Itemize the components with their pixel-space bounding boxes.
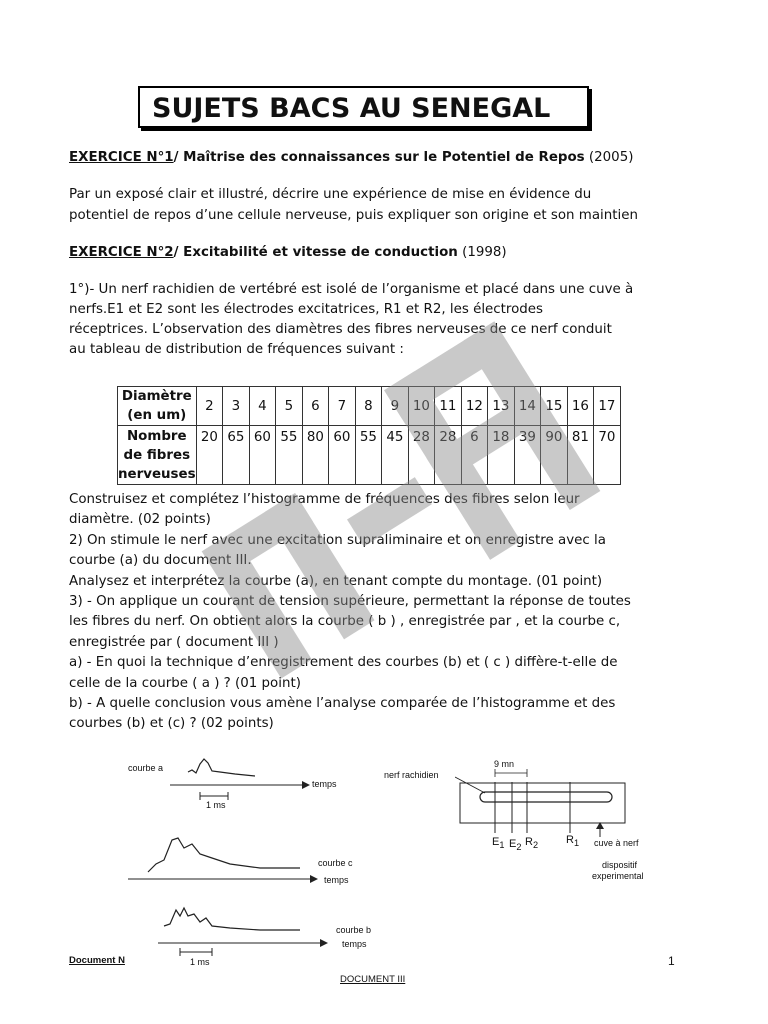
frequency-table xyxy=(117,386,621,485)
header-count-line3: nerveuses xyxy=(118,466,196,482)
question-line-4: courbe (a) du document III. xyxy=(69,553,252,568)
table-cell: 45 xyxy=(382,426,409,485)
nerve-cuvette xyxy=(460,783,625,823)
table-cell: 5 xyxy=(276,387,303,426)
header-count-line2: de fibres xyxy=(123,447,191,463)
table-cell: 4 xyxy=(249,387,276,426)
table-cell: 9 xyxy=(382,387,409,426)
question-line-7: les fibres du nerf. On obtient alors la courbe ( b ) , enregistrée par , et la courbe c, xyxy=(69,614,621,629)
question-line-10: celle de la courbe ( a ) ? (01 point) xyxy=(69,676,301,691)
table-cell: 55 xyxy=(276,426,303,485)
scale-label-1: 1 ms xyxy=(206,800,226,810)
table-cell: 80 xyxy=(302,426,329,485)
exercise2-sep: / xyxy=(173,245,184,260)
table-cell: 20 xyxy=(196,426,223,485)
e2-label: $E_2$ xyxy=(509,838,522,853)
exercise2-year: (1998) xyxy=(457,245,507,260)
exercise1-year: (2005) xyxy=(584,150,634,165)
table-cell: 8 xyxy=(355,387,382,426)
cuve-label: cuve à nerf xyxy=(594,838,639,848)
table-cell: 6 xyxy=(302,387,329,426)
table-cell: 14 xyxy=(514,387,541,426)
question-line-12: courbes (b) et (c) ? (02 points) xyxy=(69,716,274,731)
header-count-line1: Nombre xyxy=(126,428,187,444)
exercise1-sep: / xyxy=(173,150,184,165)
question-line-9: a) - En quoi la technique d’enregistrement des courbes (b) et ( c ) diffère-t-elle de xyxy=(69,655,618,670)
courbe-a-trace xyxy=(188,759,255,776)
table-cell: 18 xyxy=(488,426,515,485)
intro-line-4: au tableau de distribution de fréquences suivant : xyxy=(69,342,404,357)
question-line-2: diamètre. (02 points) xyxy=(69,512,211,527)
table-header-count xyxy=(118,426,197,485)
header-diameter-line2: (en um) xyxy=(127,408,187,423)
e1-label: $E_1$ xyxy=(492,836,505,851)
table-row-diameter xyxy=(118,387,621,426)
header-diameter-line1: Diamètre xyxy=(121,389,192,404)
table-cell: 10 xyxy=(408,387,435,426)
document-footer-label: Document N xyxy=(69,955,125,966)
table-cell: 90 xyxy=(541,426,568,485)
table-cell: 55 xyxy=(355,426,382,485)
question-line-8: enregistrée par ( document III ) xyxy=(69,635,279,650)
exercise2-title: Excitabilité et vitesse de conduction xyxy=(183,245,458,260)
intro-line-1: 1°)- Un nerf rachidien de vertébré est isolé de l’organisme et placé dans une cuve à xyxy=(69,282,634,297)
table-cell: 39 xyxy=(514,426,541,485)
r1-label: $R_1$ xyxy=(566,834,580,849)
time-axis-a-arrow xyxy=(302,781,310,789)
exercise1-title: Maîtrise des connaissances sur le Potentiel de Repos xyxy=(183,150,585,165)
time-axis-c-arrow xyxy=(310,875,318,883)
table-cell: 12 xyxy=(461,387,488,426)
nerf-label: nerf rachidien xyxy=(384,770,439,780)
dispositif-label-1: dispositif xyxy=(602,860,638,870)
table-cell: 28 xyxy=(435,426,462,485)
dispositif-label-2: experimental xyxy=(592,871,644,881)
courbe-b-trace xyxy=(164,908,300,930)
table-cell: 60 xyxy=(249,426,276,485)
table-cell: 17 xyxy=(594,387,621,426)
exercise1-label: EXERCICE N°1 xyxy=(69,150,174,165)
question-line-3: 2) On stimule le nerf avec une excitation supraliminaire et on enregistre avec la xyxy=(69,533,606,548)
temps-label-3: temps xyxy=(342,939,367,949)
table-cell: 7 xyxy=(329,387,356,426)
temps-label-2: temps xyxy=(324,875,349,885)
courbe-c-trace xyxy=(148,838,300,872)
table-cell: 11 xyxy=(435,387,462,426)
table-cell: 13 xyxy=(488,387,515,426)
page-number: 1 xyxy=(668,954,675,968)
courbe-c-label: courbe c xyxy=(318,858,353,868)
question-line-5: Analysez et interprétez la courbe (a), en tenant compte du montage. (01 point) xyxy=(69,574,603,589)
table-cell: 81 xyxy=(567,426,594,485)
exercise1-heading xyxy=(69,148,709,168)
temps-label-1: temps xyxy=(312,779,337,789)
question-line-1: Construisez et complétez l’histogramme de fréquences des fibres selon leur xyxy=(69,492,580,507)
exercise2-label: EXERCICE N°2 xyxy=(69,245,174,260)
time-axis-b-arrow xyxy=(320,939,328,947)
device-figure xyxy=(455,755,655,853)
table-cell: 16 xyxy=(567,387,594,426)
table-cell: 28 xyxy=(408,426,435,485)
exercise1-line-1: Par un exposé clair et illustré, décrire une expérience de mise en évidence du xyxy=(69,187,592,202)
table-cell: 65 xyxy=(223,426,250,485)
table-row-count xyxy=(118,426,621,485)
intro-line-3: réceptrices. L’observation des diamètres des fibres nerveuses de ce nerf conduit xyxy=(69,322,612,337)
document-caption: DOCUMENT III xyxy=(340,974,406,985)
table-cell: 2 xyxy=(196,387,223,426)
question-line-11: b) - A quelle conclusion vous amène l’analyse comparée de l’histogramme et des xyxy=(69,696,616,711)
table-cell: 60 xyxy=(329,426,356,485)
question-line-6: 3) - On applique un courant de tension supérieure, permettant la réponse de toutes xyxy=(69,594,631,609)
table-cell: 3 xyxy=(223,387,250,426)
table-cell: 70 xyxy=(594,426,621,485)
scale-label-2: 1 ms xyxy=(190,957,210,967)
r2-label: $R_2$ xyxy=(525,836,539,851)
distance-label: 9 mn xyxy=(494,759,515,769)
table-cell: 6 xyxy=(461,426,488,485)
table-header-diameter xyxy=(118,387,197,426)
nerve-body xyxy=(480,792,612,802)
exercise2-heading xyxy=(69,243,709,263)
courbe-a-label: courbe a xyxy=(128,763,164,773)
page-title: SUJETS BACS AU SENEGAL xyxy=(138,86,589,128)
exercise1-line-2: potentiel de repos d’une cellule nerveuse, puis expliquer son origine et son maintien xyxy=(69,208,638,223)
table-cell: 15 xyxy=(541,387,568,426)
intro-line-2: nerfs.E1 et E2 sont les électrodes excitatrices, R1 et R2, les électrodes xyxy=(69,302,544,317)
courbe-b-label: courbe b xyxy=(336,925,372,935)
